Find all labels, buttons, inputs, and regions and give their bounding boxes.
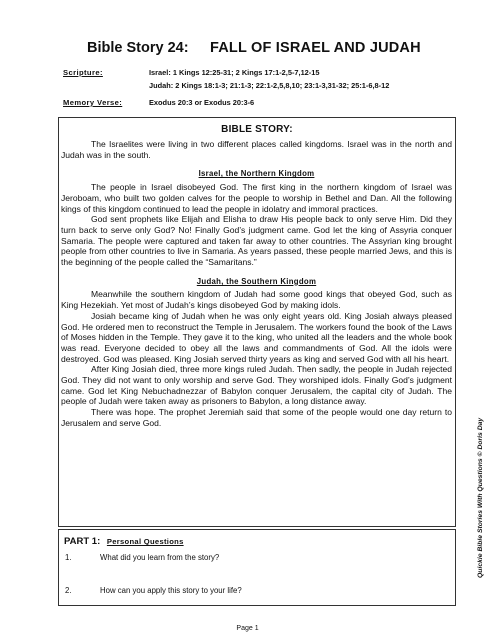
bible-story-body (61, 139, 452, 429)
scripture-israel: Israel: 1 Kings 12:25-31; 2 Kings 17:1-2,5-7,12-15 (149, 68, 320, 77)
story-paragraph: Josiah became king of Judah when he was only eight years old. King Josiah always pleased God. He ordered men to reconstruct the Temple in Jerusalem. The workers found the book of the Laws of Moses hidden in the Temple. They gave it to the king, who united all the leaders and the whole book was read. Everyone decided to obey all the laws and commandments of God. All the idols were destroyed. God was pleased. King Josiah served thirty years as king and served God with all his heart. (61, 310, 452, 364)
part-title: Personal Questions (106, 537, 184, 546)
question-2 (65, 586, 242, 595)
bible-story-heading: BIBLE STORY: (221, 124, 293, 135)
story-title: FALL OF ISRAEL AND JUDAH (210, 40, 421, 56)
israel-heading: Israel, the Northern Kingdom (198, 169, 315, 179)
bible-story-box (58, 117, 456, 527)
judah-heading: Judah, the Southern Kingdom (196, 276, 317, 286)
story-paragraph: There was hope. The prophet Jeremiah said that some of the people would one day return to Jerusalem and serve God. (61, 407, 452, 428)
personal-questions-box (58, 529, 456, 606)
memory-verse-label: Memory Verse: (63, 98, 123, 107)
question-text: How can you apply this story to your life? (100, 586, 242, 595)
story-paragraph: God sent prophets like Elijah and Elisha to draw His people back to only serve Him. Did they turn back to serve only God? No! Finally God’s judgment came. God let the king of Assyria conquer Samaria. The people were captured and taken far away to other countries. The Assyrian king brought people from other countries to live in Samaria. As years passed, these people married Jews, and this is the beginning of the people called the “Samaritans.” (61, 214, 452, 268)
question-number: 2. (65, 586, 72, 595)
part-heading (64, 536, 184, 547)
story-intro: The Israelites were living in two different places called kingdoms. Israel was in the north and Judah was in the south. (61, 139, 452, 160)
story-paragraph: Meanwhile the southern kingdom of Judah had some good kings that obeyed God, such as King Hezekiah. Yet most of Judah’s kings disobeyed God by making idols. (61, 289, 452, 311)
story-number: Bible Story 24: (87, 40, 189, 56)
part-label: PART 1: (64, 536, 101, 547)
story-paragraph: The people in Israel disobeyed God. The first king in the northern kingdom of Israel was Jeroboam, who built two golden calves for the people to worship in Bethel and Dan. All the following kings of this kingdom continued to lead the people in idolatry and immoral practices. (61, 182, 452, 214)
scripture-judah: Judah: 2 Kings 18:1-3; 21:1-3; 22:1-2,5,8,10; 23:1-3,31-32; 25:1-6,8-12 (149, 81, 390, 90)
question-1 (65, 553, 219, 562)
question-text: What did you learn from the story? (100, 553, 220, 562)
memory-verse-text: Exodus 20:3 or Exodus 20:3-6 (149, 98, 255, 107)
copyright-sidebar: Quickie Bible Stories With Questions © Doris Day (477, 417, 484, 578)
story-paragraph: After King Josiah died, three more kings ruled Judah. Then sadly, the people in Judah rejected God. They did not want to only worship and serve God. They worshiped idols. Finally God’s judgment came. God let King Nebuchadnezzar of Babylon conquer Jerusalem, the capital city of Judah. The people of Judah were taken away as prisoners to Babylon, a long distance away. (61, 364, 452, 407)
question-number: 1. (65, 553, 72, 562)
scripture-label: Scripture: (63, 68, 103, 77)
page-number: Page 1 (236, 625, 259, 632)
